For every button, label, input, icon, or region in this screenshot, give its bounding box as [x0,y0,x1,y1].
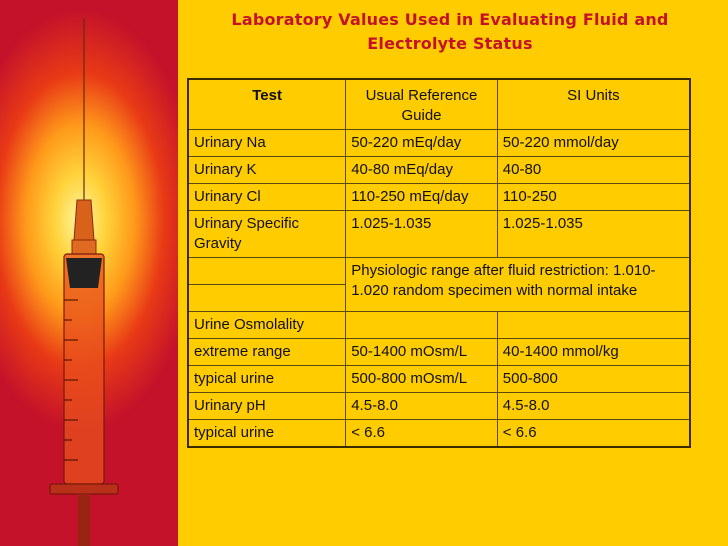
cell-si: 1.025-1.035 [497,211,690,258]
cell-test: Urinary Cl [188,184,346,211]
cell-test: extreme range [188,339,346,366]
cell-reference: 50-220 mEq/day [346,130,498,157]
cell-reference [346,312,498,339]
cell-note: Physiologic range after fluid restriction: 1.010-1.020 random specimen with normal intake [346,258,690,312]
cell-reference: 4.5-8.0 [346,393,498,420]
header-si-units: SI Units [497,79,690,130]
cell-reference: 40-80 mEq/day [346,157,498,184]
cell-reference: 500-800 mOsm/L [346,366,498,393]
header-test: Test [188,79,346,130]
table-row [188,258,690,285]
cell-test: typical urine [188,366,346,393]
cell-test: Urine Osmolality [188,312,346,339]
syringe-image [0,0,178,546]
lab-values-table [187,78,691,448]
table-row [188,366,690,393]
cell-test: Urinary pH [188,393,346,420]
cell-test: Urinary K [188,157,346,184]
table-row [188,339,690,366]
page-title: Laboratory Values Used in Evaluating Fluid and Electrolyte Status [231,10,669,53]
cell-test: Urinary Na [188,130,346,157]
table-row [188,157,690,184]
cell-si: 40-1400 mmol/kg [497,339,690,366]
cell-reference: 1.025-1.035 [346,211,498,258]
syringe-icon [0,0,178,546]
cell-empty [188,285,346,312]
cell-si: 50-220 mmol/day [497,130,690,157]
cell-si [497,312,690,339]
cell-si: 4.5-8.0 [497,393,690,420]
cell-empty [188,258,346,285]
table-row [188,393,690,420]
table-row [188,130,690,157]
cell-reference: < 6.6 [346,420,498,448]
cell-reference: 50-1400 mOsm/L [346,339,498,366]
cell-reference: 110-250 mEq/day [346,184,498,211]
table-row [188,420,690,448]
cell-test: Urinary Specific Gravity [188,211,346,258]
cell-si: 110-250 [497,184,690,211]
cell-test: typical urine [188,420,346,448]
table-header-row [188,79,690,130]
table-row [188,184,690,211]
cell-si: 500-800 [497,366,690,393]
cell-si: 40-80 [497,157,690,184]
header-reference: Usual Reference Guide [346,79,498,130]
cell-si: < 6.6 [497,420,690,448]
table-row [188,211,690,258]
table-row [188,312,690,339]
